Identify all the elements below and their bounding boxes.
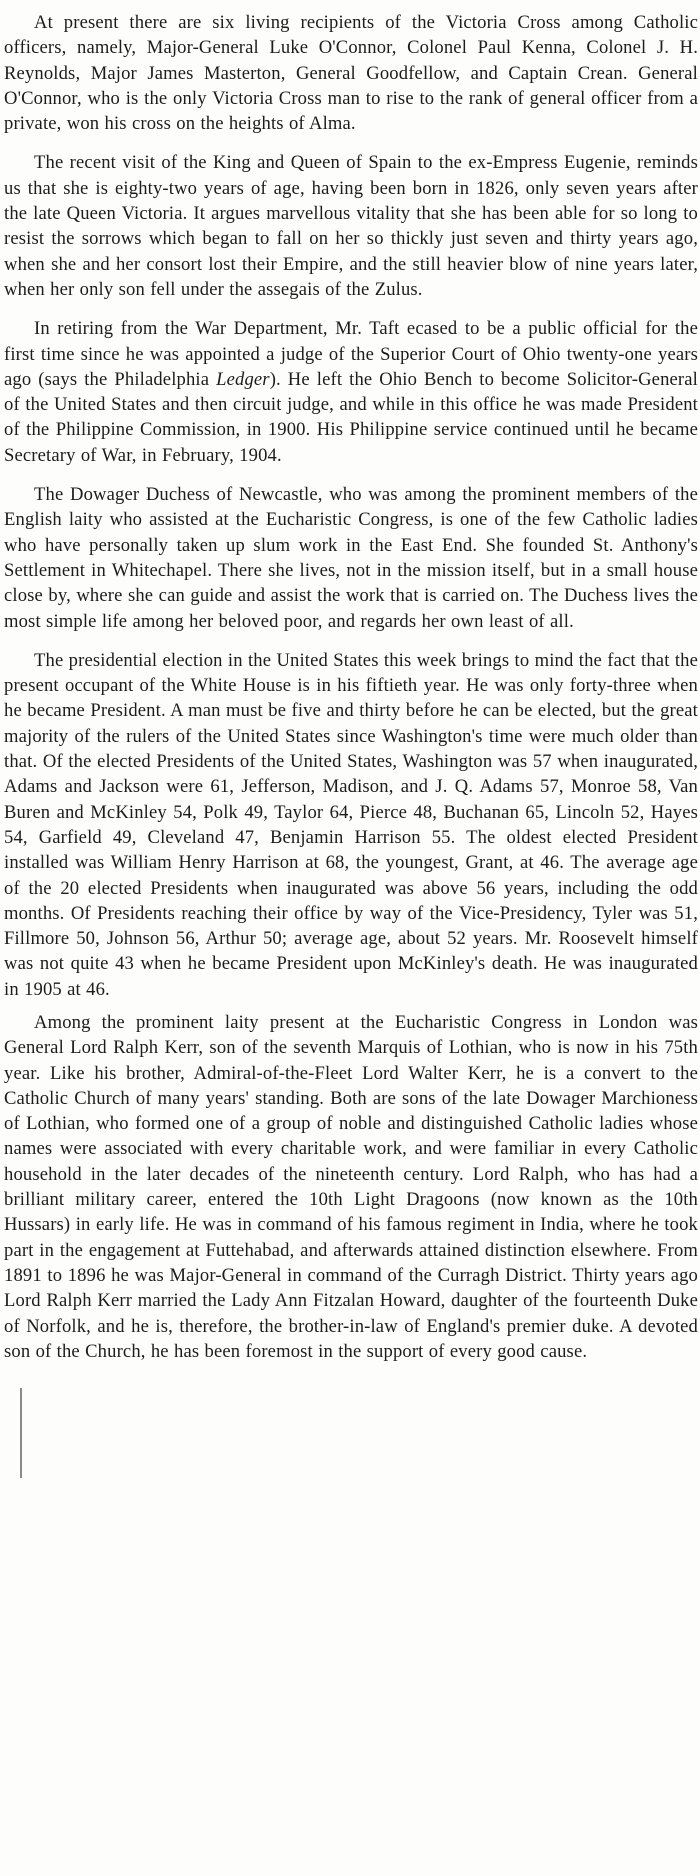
column-rule-mark xyxy=(20,1388,22,1478)
paragraph-taft-italic-ledger: Ledger xyxy=(216,368,270,390)
paragraph-victoria-cross: At present there are six living recipients of the Victoria Cross among Catholic officers, namely, Major-General Luke O'Connor, Colonel Paul Kenna, Colonel J. H. Reynolds, Major James Masterton, General Goodfellow, and Captain Crean. General O'Connor, who is the only Victoria Cross man to rise to the rank of general officer from a private, won his cross on the heights of Alma. xyxy=(4,12,698,135)
paragraph-empress-eugenie: The recent visit of the King and Queen of Spain to the ex-Empress Eugenie, reminds us that she is eighty-two years of age, having been born in 1826, only seven years after the late Queen Victoria. It argues marvellous vitality that she has been able for so long to resist the sorrows which began to fall on her so thickly just seven and thirty years ago, when she and her consort lost their Empire, and the still heavier blow of nine years later, when her only son fell under the assegais of the Zulus. xyxy=(4,152,698,300)
paragraph-taft-text-end: ). He left the Ohio Bench to become Solicitor-General of the United States and then circuit judge, and while in this office he was made President of the Philippine Commission, in 1900. His Philippine service continued until he became Secretary of War, in February, 1904. xyxy=(4,368,698,466)
paragraph-taft-text-start: In retiring from the War Department, Mr. Taft ecased to be a public official for the first time since he was appointed a judge of the Superior Court of Ohio twenty-one years ago (says the Philadelphia xyxy=(4,318,698,390)
paragraph-presidential-election: The presidential election in the United States this week brings to mind the fact that the present occupant of the White House is in his fiftieth year. He was only forty-three when he became President. A man must be five and thirty before he can be elected, but the great majority of the rulers of the United States since Washington's time were much older than that. Of the elected Presidents of the United States, Washington was 57 when inaugurated, Adams and Jackson were 61, Jefferson, Madison, and J. Q. Adams 57, Monroe 58, Van Buren and McKinley 54, Polk 49, Taylor 64, Pierce 48, Buchanan 65, Lincoln 52, Hayes 54, Garfield 49, Cleveland 47, Benjamin Harrison 55. The oldest elected President installed was William Henry Harrison at 68, the youngest, Grant, at 46. The average age of the 20 elected Presidents when inaugurated was above 56 years, including the odd months. Of Presidents reaching their office by way of the Vice-Presidency, Tyler was 51, Fillmore 50, Johnson 56, Arthur 50; average age, about 52 years. Mr. Roosevelt himself was not quite 43 when he became President upon McKinley's death. He was inaugurated in 1905 at 46. xyxy=(4,649,698,1000)
paragraph-dowager-duchess: The Dowager Duchess of Newcastle, who was among the prominent members of the English laity who assisted at the Eucharistic Congress, is one of the few Catholic ladies who have personally taken up slum work in the East End. She founded St. Anthony's Settlement in Whitechapel. There she lives, not in the mission itself, but in a small house close by, where she can guide and assist the work that is carried on. The Duchess lives the most simple life among her beloved poor, and regards her own least of all. xyxy=(4,484,698,632)
paragraph-lord-ralph-kerr: Among the prominent laity present at the Eucharistic Congress in London was General Lord Ralph Kerr, son of the seventh Marquis of Lothian, who is now in his 75th year. Like his brother, Admiral-of-the-Fleet Lord Walter Kerr, he is a convert to the Catholic Church of many years' standing. Both are sons of the late Dowager Marchioness of Lothian, who formed one of a group of noble and distinguished Catholic ladies whose names were associated with every charitable work, and were familiar in every Catholic household in the later decades of the nineteenth century. Lord Ralph, who has had a brilliant military career, entered the 10th Light Dragoons (now known as the 10th Hussars) in early life. He was in command of his famous regiment in India, where he took part in the engagement at Futtehabad, and afterwards attained distinction elsewhere. From 1891 to 1896 he was Major-General in command of the Curragh District. Thirty years ago Lord Ralph Kerr married the Lady Ann Fitzalan Howard, daughter of the fourteenth Duke of Norfolk, and he is, therefore, the brother-in-law of England's premier duke. A devoted son of the Church, he has been foremost in the support of every good cause. xyxy=(4,1011,698,1362)
paragraph-taft xyxy=(4,316,698,468)
